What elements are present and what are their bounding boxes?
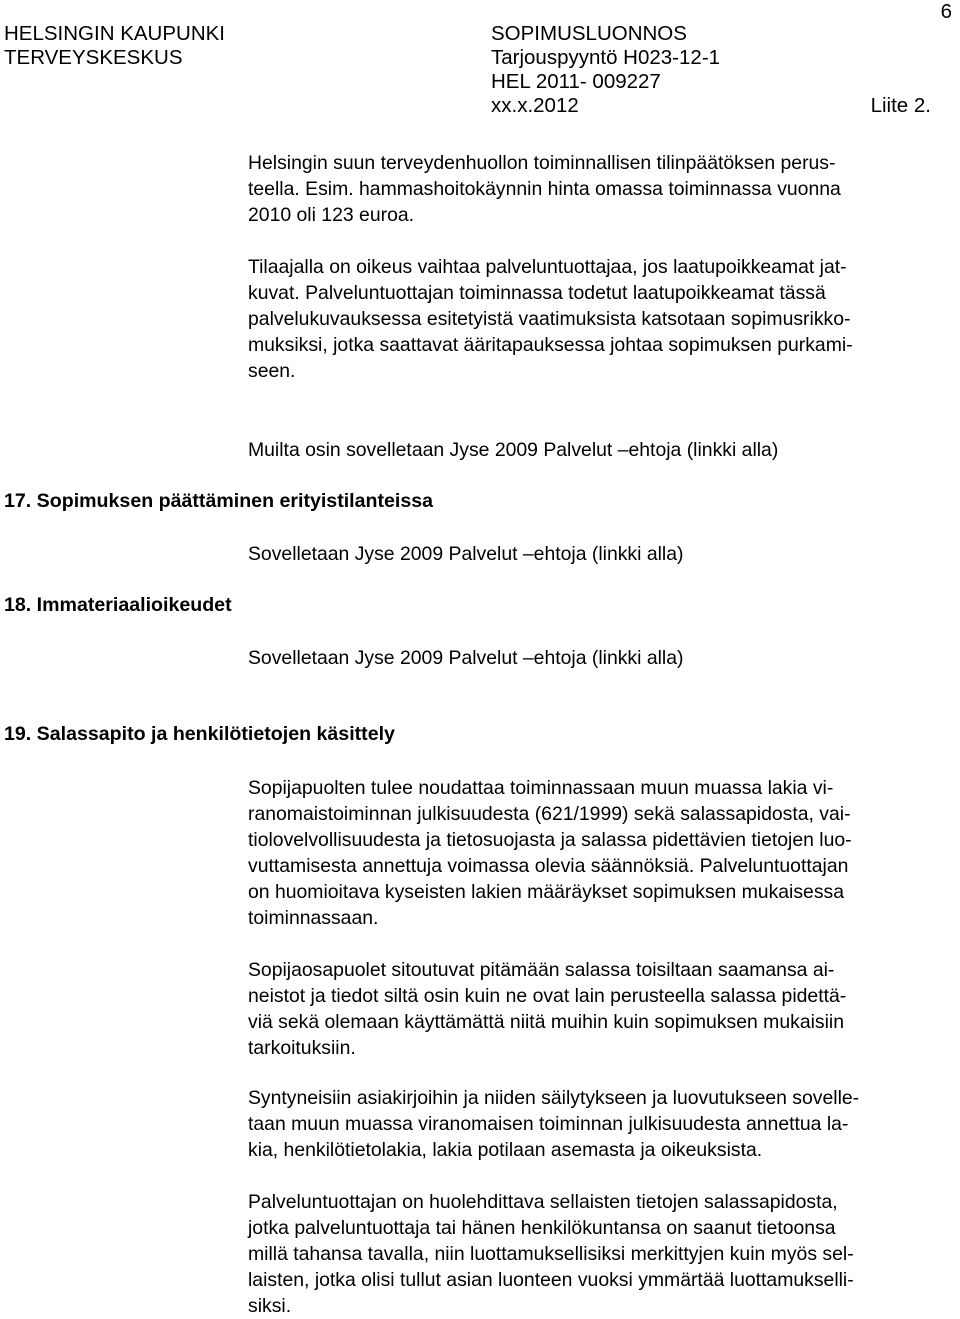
header-city: HELSINGIN KAUPUNKI — [4, 22, 225, 45]
text-line: 2010 oli 123 euroa. — [248, 204, 415, 226]
header-case-ref: HEL 2011- 009227 — [491, 70, 661, 93]
paragraph-confidential-materials — [248, 957, 948, 1061]
text-line: tarkoituksiin. — [248, 1037, 356, 1059]
text-line: laisten, jotka olisi tullut asian luonteen vuoksi ymmärtää luottamukselli- — [248, 1269, 854, 1291]
text-line: Tilaajalla on oikeus vaihtaa palveluntuottajaa, jos laatupoikkeamat jat- — [248, 256, 847, 278]
text-line: Sovelletaan Jyse 2009 Palvelut –ehtoja (linkki alla) — [248, 647, 684, 669]
text-line: Helsingin suun terveydenhuollon toiminnallisen tilinpäätöksen perus- — [248, 152, 836, 174]
section-heading-18: 18. Immateriaalioikeudet — [4, 594, 232, 616]
paragraph-section-17 — [248, 541, 948, 567]
header-tender-ref: Tarjouspyyntö H023-12-1 — [491, 46, 721, 69]
paragraph-cost-basis — [248, 150, 948, 228]
text-line: Sopijapuolten tulee noudattaa toiminnassaan muun muassa lakia vi- — [248, 777, 834, 799]
header-organization — [4, 22, 225, 70]
paragraph-jyse-reference — [248, 437, 948, 463]
paragraph-confidentiality-law — [248, 775, 948, 931]
text-line: ranomaistoiminnan julkisuudesta (621/1999) sekä salassapidosta, vai- — [248, 803, 851, 825]
section-heading-17: 17. Sopimuksen päättäminen erityistilanteissa — [4, 490, 434, 512]
text-line: taan muun muassa viranomaisen toiminnan julkisuudesta annettua la- — [248, 1113, 849, 1135]
text-line: Sopijaosapuolet sitoutuvat pitämään salassa toisiltaan saamansa ai- — [248, 959, 835, 981]
paragraph-document-retention — [248, 1085, 948, 1163]
header-date: xx.x.2012 — [491, 94, 579, 117]
text-line: seen. — [248, 360, 296, 382]
header-attachment: Liite 2. — [870, 94, 931, 117]
header-department: TERVEYSKESKUS — [4, 46, 183, 69]
text-line: teella. Esim. hammashoitokäynnin hinta omassa toiminnassa vuonna — [248, 178, 841, 200]
text-line: kuvat. Palveluntuottajan toiminnassa todetut laatupoikkeamat tässä — [248, 282, 826, 304]
text-line: Syntyneisiin asiakirjoihin ja niiden säilytykseen ja luovutukseen sovelle- — [248, 1087, 860, 1109]
text-line: Sovelletaan Jyse 2009 Palvelut –ehtoja (linkki alla) — [248, 543, 684, 565]
paragraph-provider-secrecy — [248, 1189, 948, 1319]
text-line: Palveluntuottajan on huolehdittava sellaisten tietojen salassapidosta, — [248, 1191, 838, 1213]
text-line: siksi. — [248, 1295, 292, 1317]
text-line: jotka palveluntuottaja tai hänen henkilökuntansa on saanut tietoonsa — [248, 1217, 836, 1239]
text-line: Muilta osin sovelletaan Jyse 2009 Palvelut –ehtoja (linkki alla) — [248, 439, 779, 461]
text-line: neistot ja tiedot siltä osin kuin ne ovat lain perusteella salassa pidettä- — [248, 985, 847, 1007]
text-line: vuttamisesta annettuja voimassa olevia säännöksiä. Palveluntuottajan — [248, 855, 849, 877]
section-heading-19: 19. Salassapito ja henkilötietojen käsittely — [4, 723, 395, 745]
text-line: viä sekä olemaan käyttämättä niitä muihin kuin sopimuksen mukaisiin — [248, 1011, 845, 1033]
page-number: 6 — [940, 0, 952, 23]
header-document-info — [491, 22, 931, 118]
header-doc-title: SOPIMUSLUONNOS — [491, 22, 687, 45]
text-line: palvelukuvauksessa esitetyistä vaatimuksista katsotaan sopimusrikko- — [248, 308, 851, 330]
text-line: toiminnassaan. — [248, 907, 379, 929]
text-line: tiolovelvollisuudesta ja tietosuojasta ja salassa pidettävien tietojen luo- — [248, 829, 852, 851]
text-line: kia, henkilötietolakia, lakia potilaan asemasta ja oikeuksista. — [248, 1139, 763, 1161]
paragraph-quality-deviations — [248, 254, 948, 384]
text-line: millä tahansa tavalla, niin luottamuksellisiksi merkittyjen kuin myös sel- — [248, 1243, 854, 1265]
text-line: on huomioitava kyseisten lakien määräykset sopimuksen mukaisessa — [248, 881, 845, 903]
paragraph-section-18 — [248, 645, 948, 671]
text-line: muksiksi, jotka saattavat ääritapauksessa johtaa sopimuksen purkami- — [248, 334, 853, 356]
